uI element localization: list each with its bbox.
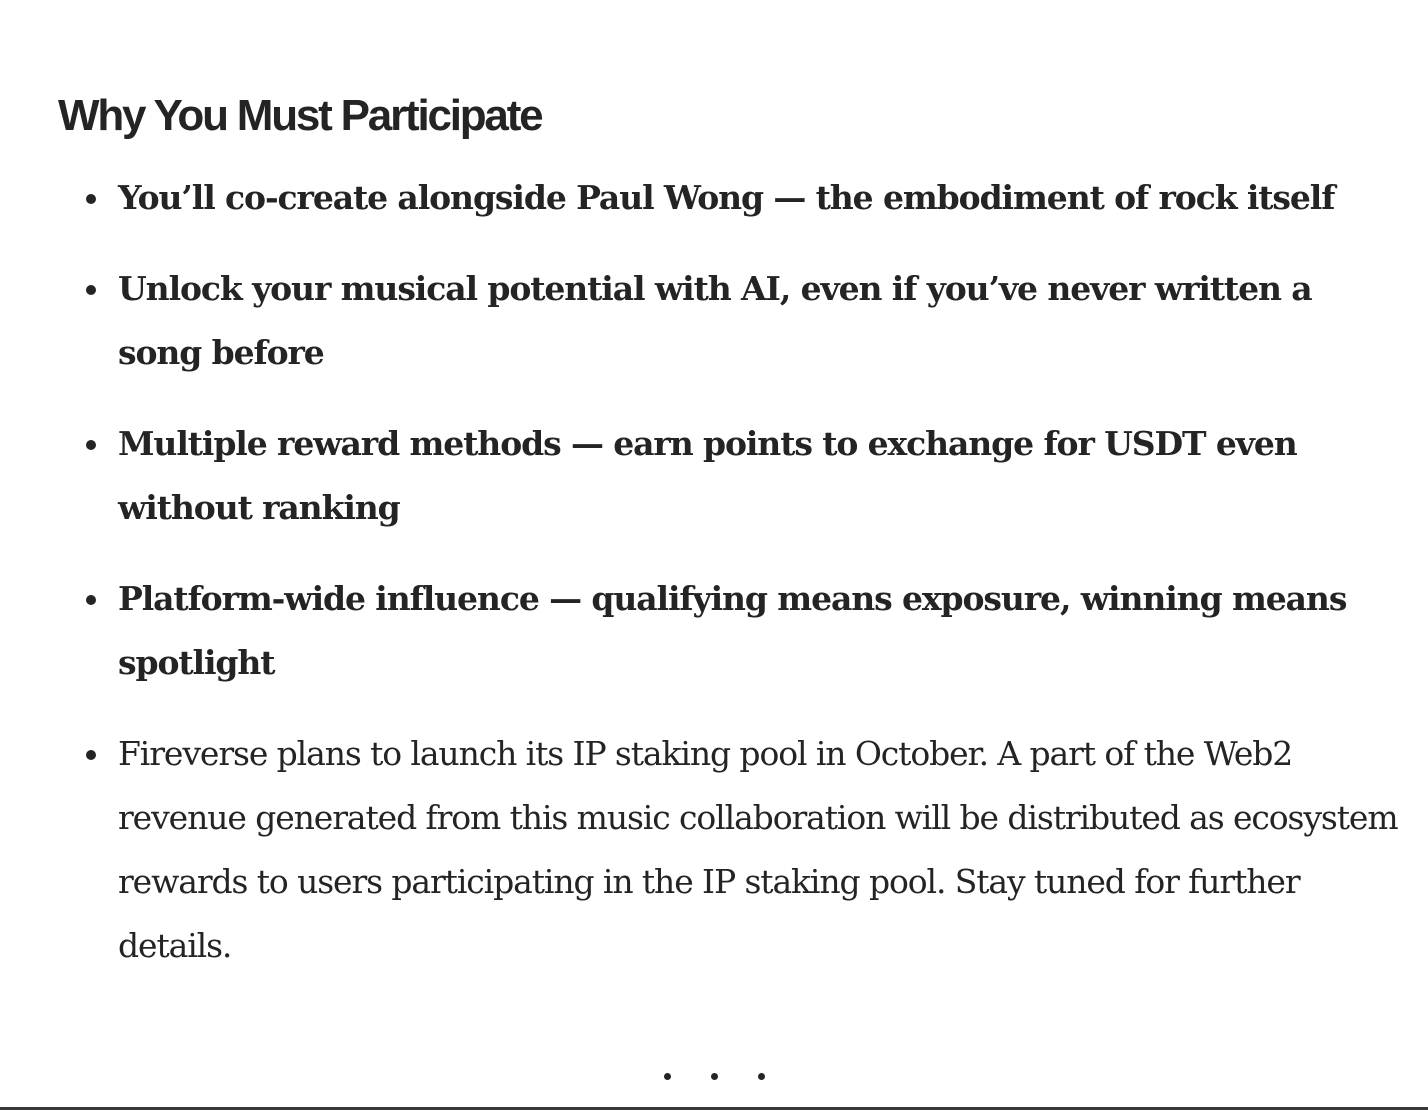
separator-dot — [711, 1073, 718, 1080]
list-item: Fireverse plans to launch its IP staking pool in October. A part of the Web2 revenue generated from this music collaboration will be distributed as ecosystem rewards to users participating in the IP staking pool. Stay tuned for further details. — [118, 722, 1403, 978]
separator-dot — [664, 1073, 671, 1080]
list-item: You’ll co-create alongside Paul Wong — the embodiment of rock itself — [118, 166, 1403, 230]
list-item: Platform-wide influence — qualifying means exposure, winning means spotlight — [118, 567, 1403, 695]
list-item: Unlock your musical potential with AI, even if you’ve never written a song before — [118, 257, 1403, 385]
section-heading: Why You Must Participate — [58, 91, 542, 140]
separator-dot — [758, 1073, 765, 1080]
list-item: Multiple reward methods — earn points to exchange for USDT even without ranking — [118, 412, 1403, 540]
section-separator — [0, 1064, 1428, 1088]
bullet-list — [118, 166, 1403, 1005]
